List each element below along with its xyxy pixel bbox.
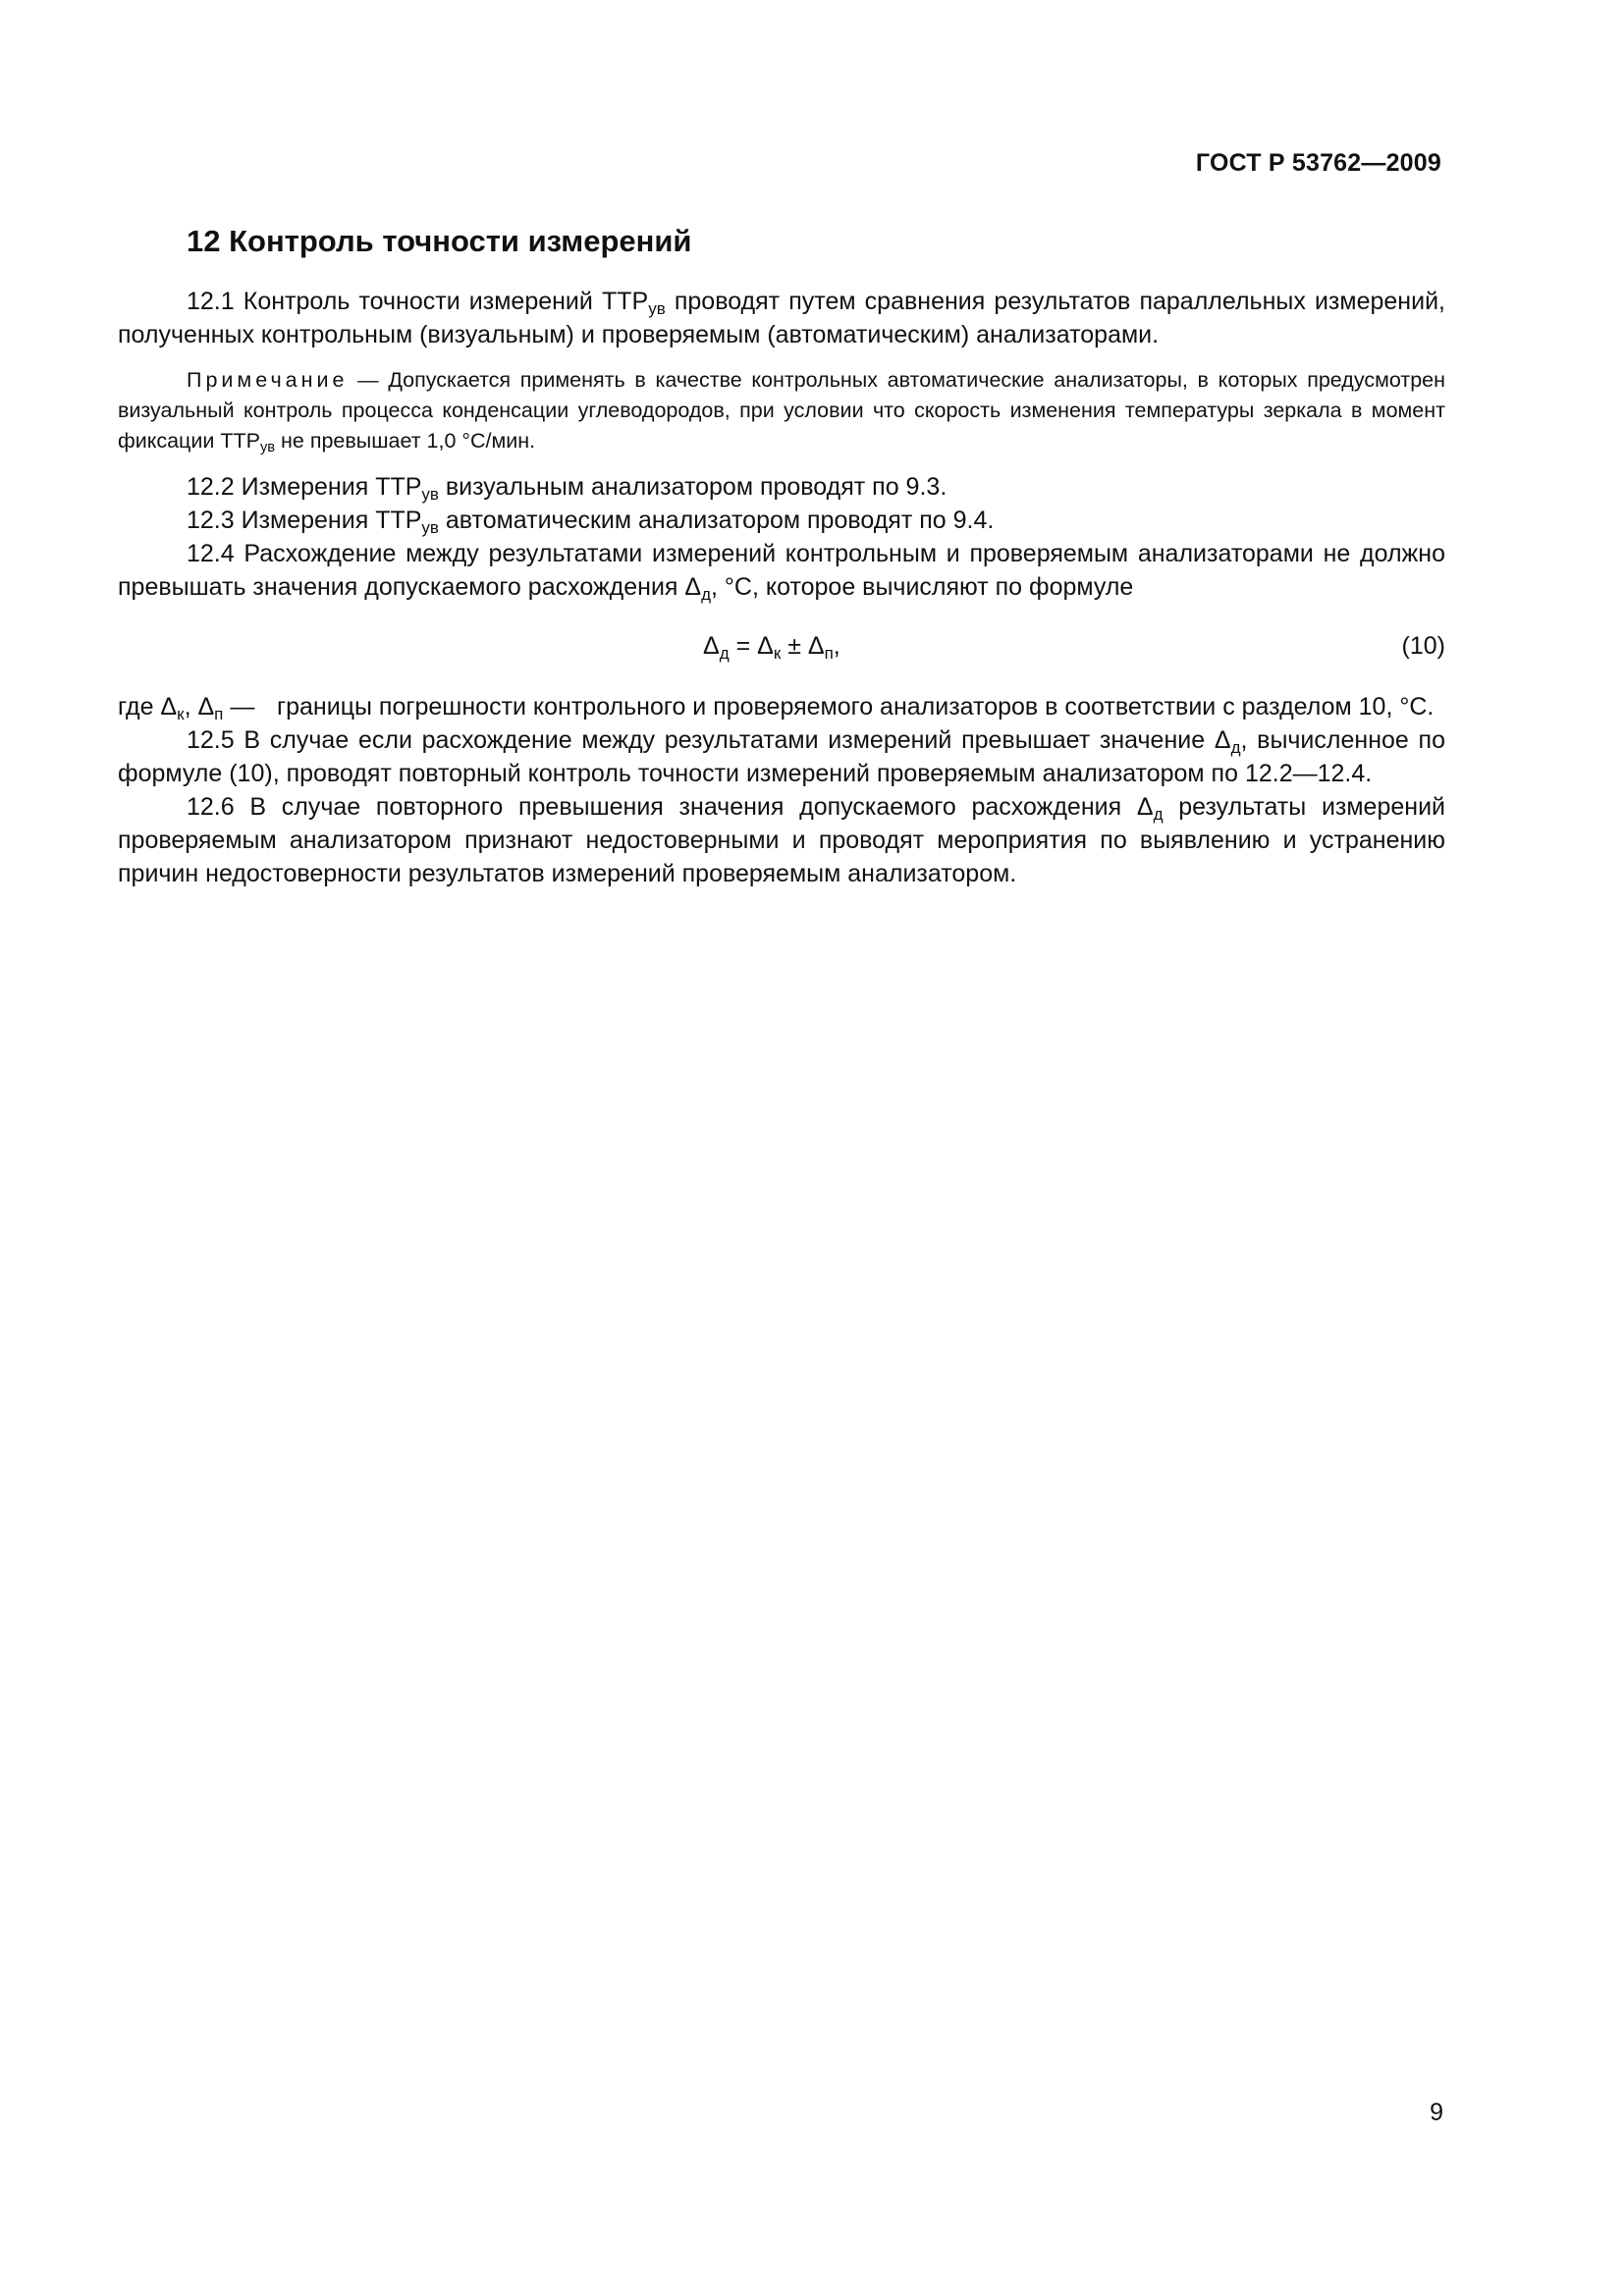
formula-number: (10) [1401, 632, 1445, 660]
paragraph-text: 12.5 В случае если расхождение между результатами измерений превышает значение Δ [187, 726, 1231, 754]
paragraph-text: , °С, которое вычисляют по формуле [711, 573, 1134, 601]
where-text: где Δ [118, 693, 178, 721]
subscript: п [214, 704, 224, 723]
paragraph-text: автоматическим анализатором проводят по 9.4. [438, 507, 995, 534]
subscript: ув [421, 484, 439, 504]
note-text: не превышает 1,0 °С/мин. [275, 429, 536, 453]
where-text: — [223, 693, 255, 721]
paragraph-text: 12.6 В случае повторного превышения значения допускаемого расхождения Δ [187, 793, 1154, 821]
paragraph-12-1 [118, 285, 1445, 351]
subscript: ув [648, 298, 666, 318]
page-number: 9 [1430, 2099, 1443, 2126]
note-paragraph [118, 365, 1445, 456]
paragraph-text: 12.4 Расхождение между результатами измерений контрольным и проверяемым анализаторами не должно превышать значения допускаемого расхождения Δ [118, 540, 1445, 601]
subscript: д [1230, 737, 1241, 757]
subscript: д [719, 643, 730, 663]
subscript: д [1153, 804, 1164, 824]
note-label: Примечание [187, 368, 349, 392]
subscript: ув [421, 517, 439, 537]
paragraph-12-4 [118, 537, 1445, 604]
formula-text: , [833, 632, 840, 660]
paragraph-12-5 [118, 723, 1445, 790]
formula-text: = Δ [729, 632, 774, 660]
subscript: к [177, 704, 185, 723]
paragraph-text: 12.2 Измерения ТТР [187, 473, 422, 501]
paragraph-text: 12.3 Измерения ТТР [187, 507, 422, 534]
paragraph-text: проводят путем сравнения результатов параллельных измерений, полученных контрольным (визуальным) и проверяемым (автоматическим) анализаторами. [118, 288, 1445, 348]
paragraph-text: результаты измерений проверяемым анализатором признают недостоверными и проводят мероприятия по выявлению и устранению причин недостоверности результатов измерений проверяемым анализатором. [118, 793, 1445, 887]
formula [703, 629, 840, 663]
where-lead [118, 690, 254, 723]
paragraph-12-2 [118, 470, 1445, 504]
formula-text: Δ [703, 632, 720, 660]
paragraph-text: , вычисленное по формуле (10), проводят повторный контроль точности измерений проверяемым анализатором по 12.2—12.4. [118, 726, 1445, 787]
formula-text: ± Δ [781, 632, 825, 660]
subscript: ув [259, 440, 276, 456]
standard-code-header: ГОСТ Р 53762—2009 [1195, 149, 1441, 177]
subscript: к [773, 643, 782, 663]
paragraph-12-3 [118, 504, 1445, 537]
note-text: — Допускается применять в качестве контрольных автоматические анализаторы, в которых предусмотрен визуальный контроль процесса конденсации углеводородов, при условии что скорость изменения температуры зеркала в момент фиксации ТТР [118, 368, 1445, 453]
subscript: д [701, 584, 712, 604]
paragraph-text: 12.1 Контроль точности измерений ТТР [187, 288, 649, 315]
where-definition: границы погрешности контрольного и проверяемого анализаторов в соответствии с разделом 10, °С. [277, 693, 1435, 721]
where-clause [118, 690, 1445, 723]
section-title: 12 Контроль точности измерений [187, 224, 692, 258]
paragraph-text: визуальным анализатором проводят по 9.3. [438, 473, 947, 501]
formula-row [118, 619, 1445, 678]
paragraph-12-6 [118, 790, 1445, 890]
section-body [118, 285, 1445, 890]
where-text: , Δ [184, 693, 215, 721]
subscript: п [824, 643, 834, 663]
